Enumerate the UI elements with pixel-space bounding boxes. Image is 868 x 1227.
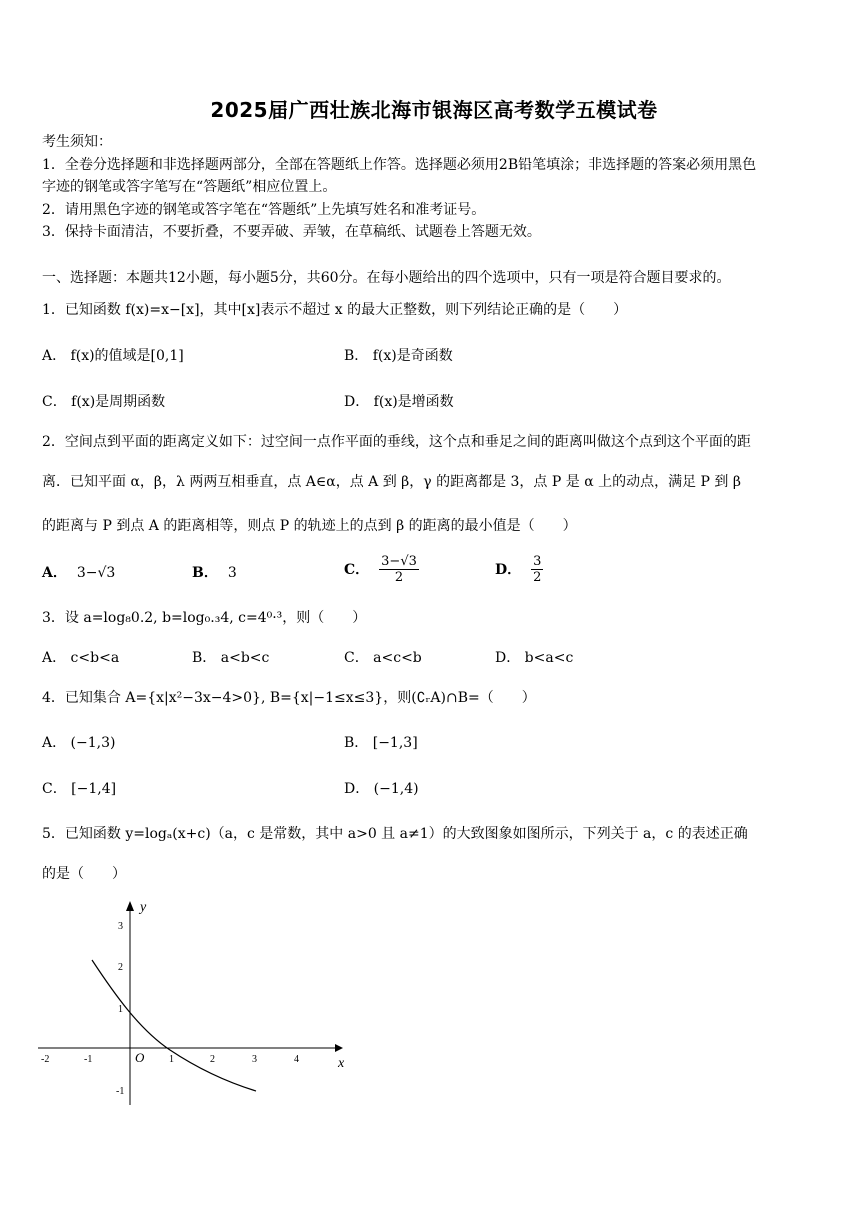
function-curve — [92, 960, 256, 1091]
option-c-numerator: 3−√3 — [381, 554, 417, 569]
question-4-option-b: B． [−1,3] — [344, 735, 418, 751]
question-1-option-b: B． f(x)是奇函数 — [344, 348, 453, 364]
option-b-label: B． — [192, 565, 218, 581]
x-tick-label: -1 — [84, 1054, 93, 1065]
option-c-label: C． — [344, 561, 370, 578]
option-b-value: 3 — [227, 565, 237, 581]
option-a-value: 3−√3 — [76, 565, 116, 581]
question-3-option-a: A． c<b<a — [42, 650, 120, 666]
question-4-stem: 4．已知集合 A={x|x²−3x−4>0}, B={x|−1≤x≤3}，则(∁ᵣA)∩B=（ ） — [42, 690, 536, 706]
x-tick-label: 3 — [252, 1054, 257, 1065]
notice-item-1: 1．全卷分选择题和非选择题两部分，全部在答题纸上作答。选择题必须用2B铅笔填涂；非选择题的答案必须用黑色 — [42, 157, 757, 173]
question-2-option-c — [344, 554, 419, 585]
question-2-line-2: 离．已知平面 α，β，λ 两两互相垂直，点 A∈α，点 A 到 β，γ 的距离都是 3，点 P 是 α 上的动点，满足 P 到 β — [42, 474, 741, 490]
y-axis-arrow — [126, 901, 134, 911]
question-2-option-a — [42, 562, 115, 584]
section-heading: 一、选择题：本题共12小题，每小题5分，共60分。在每小题给出的四个选项中，只有一项是符合题目要求的。 — [42, 270, 731, 286]
question-4-option-c: C． [−1,4] — [42, 781, 117, 797]
question-1-stem: 1．已知函数 f(x)=x−[x]，其中[x]表示不超过 x 的最大正整数，则下列结论正确的是（ ） — [42, 302, 628, 318]
question-1-option-a: A． f(x)的值域是[0,1] — [42, 348, 184, 364]
option-d-denominator: 2 — [533, 570, 542, 585]
question-1-option-c: C． f(x)是周期函数 — [42, 394, 166, 410]
question-3-option-b: B． a<b<c — [192, 650, 270, 666]
x-tick-label: 4 — [294, 1054, 299, 1065]
option-c-fraction — [379, 554, 419, 585]
notice-item-1-cont: 字迹的钢笔或答字笔写在“答题纸”相应位置上。 — [42, 179, 337, 195]
option-d-numerator: 3 — [533, 554, 542, 569]
y-tick-label: -1 — [116, 1086, 125, 1097]
y-tick-label: 3 — [118, 921, 123, 932]
y-tick-label: 1 — [118, 1004, 123, 1015]
x-tick-label: 2 — [210, 1054, 215, 1065]
notice-item-2: 2．请用黑色字迹的钢笔或答字笔在“答题纸”上先填写姓名和准考证号。 — [42, 202, 486, 218]
question-4-option-d: D． (−1,4) — [344, 781, 419, 797]
x-axis-label: x — [338, 1056, 345, 1071]
option-d-fraction — [531, 554, 543, 585]
option-c-denominator: 2 — [394, 570, 404, 585]
origin-label: O — [135, 1050, 145, 1065]
question-5-line-1: 5．已知函数 y=logₐ(x+c)（a，c 是常数，其中 a>0 且 a≠1）的大致图象如图所示，下列关于 a，c 的表述正确 — [42, 826, 748, 842]
y-tick-label: 2 — [118, 962, 123, 973]
question-3-stem: 3．设 a=log₈0.2, b=log₀.₃4, c=4⁰·³，则（ ） — [42, 610, 367, 626]
question-3-option-d: D． b<a<c — [495, 650, 574, 666]
question-2-line-3: 的距离与 P 到点 A 的距离相等，则点 P 的轨迹上的点到 β 的距离的最小值是（ ） — [42, 518, 577, 534]
x-tick-label: 1 — [169, 1054, 174, 1065]
x-tick-label: -2 — [41, 1054, 50, 1065]
notice-heading: 考生须知： — [42, 134, 112, 150]
question-1-option-d: D． f(x)是增函数 — [344, 394, 454, 410]
function-graph — [30, 895, 360, 1115]
question-2-line-1: 2．空间点到平面的距离定义如下：过空间一点作平面的垂线，这个点和垂足之间的距离叫做这个点到这个平面的距 — [42, 434, 751, 450]
question-3-option-c: C． a<c<b — [344, 650, 422, 666]
notice-item-3: 3．保持卡面清洁，不要折叠，不要弄破、弄皱，在草稿纸、试题卷上答题无效。 — [42, 224, 541, 240]
question-2-option-d — [495, 554, 543, 585]
x-axis-arrow — [335, 1044, 343, 1052]
page-title: 2025届广西壮族北海市银海区高考数学五模试卷 — [210, 98, 658, 122]
option-a-label: A． — [42, 565, 67, 581]
option-d-label: D． — [495, 561, 522, 578]
question-4-option-a: A． (−1,3) — [42, 735, 116, 751]
y-axis-label: y — [140, 900, 147, 915]
question-5-line-2: 的是（ ） — [42, 866, 126, 882]
question-2-option-b — [192, 562, 237, 584]
